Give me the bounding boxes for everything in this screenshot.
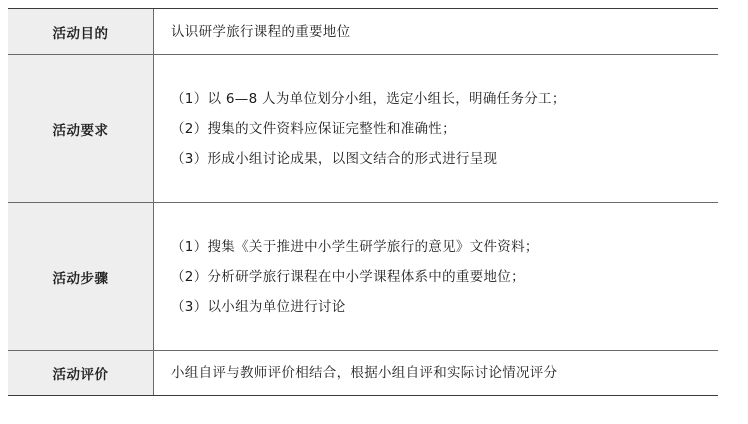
content-line: （1）搜集《关于推进中小学生研学旅行的意见》文件资料；	[171, 238, 539, 255]
content-line: （2）搜集的文件资料应保证完整性和准确性；	[171, 120, 456, 137]
activity-table	[8, 8, 718, 396]
content-line: （3）形成小组讨论成果，以图文结合的形式进行呈现	[171, 150, 498, 167]
table-row-steps	[8, 203, 718, 351]
row-label-requirements: 活动要求	[8, 55, 154, 202]
content-line: （1）以 6—8 人为单位划分小组，选定小组长，明确任务分工；	[171, 90, 566, 107]
row-label-steps: 活动步骤	[8, 203, 154, 350]
row-content-evaluation	[154, 351, 718, 395]
row-content-requirements	[154, 55, 718, 202]
content-line: 小组自评与教师评价相结合，根据小组自评和实际讨论情况评分	[171, 365, 558, 381]
table-row-purpose	[8, 9, 718, 55]
table-row-requirements	[8, 55, 718, 203]
table-row-evaluation	[8, 351, 718, 395]
row-content-steps	[154, 203, 718, 350]
content-line: （2）分析研学旅行课程在中小学课程体系中的重要地位；	[171, 268, 525, 285]
row-label-evaluation: 活动评价	[8, 351, 154, 395]
row-content-purpose	[154, 9, 718, 54]
row-label-purpose: 活动目的	[8, 9, 154, 54]
content-line: 认识研学旅行课程的重要地位	[171, 23, 351, 40]
content-line: （3）以小组为单位进行讨论	[171, 298, 346, 315]
